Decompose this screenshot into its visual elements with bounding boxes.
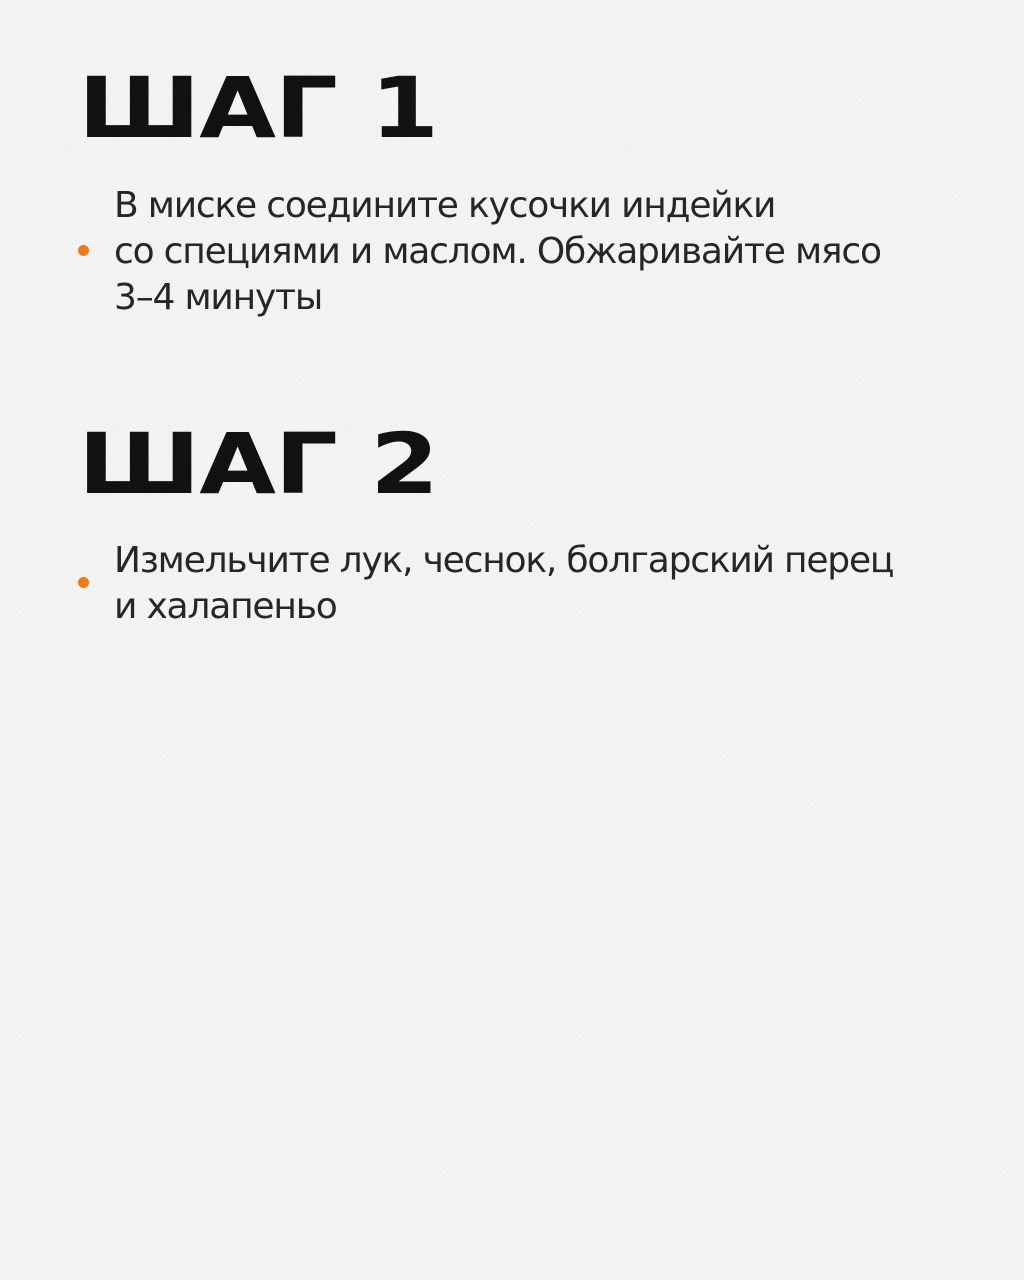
bullet-dot-icon bbox=[78, 577, 89, 588]
step-2-title: ШАГ 2 bbox=[78, 415, 438, 513]
step-2-line-2: и халапеньо bbox=[114, 586, 337, 627]
step-1-description bbox=[114, 183, 881, 321]
step-2-description bbox=[114, 538, 893, 630]
step-1-title: ШАГ 1 bbox=[78, 59, 438, 157]
bullet-dot-icon bbox=[78, 245, 89, 256]
step-1-line-3: 3–4 минуты bbox=[114, 277, 323, 318]
step-1-line-2: со специями и маслом. Обжаривайте мясо bbox=[114, 231, 881, 272]
step-2-line-1: Измельчите лук, чеснок, болгарский перец bbox=[114, 540, 894, 581]
step-1-line-1: В миске соедините кусочки индейки bbox=[114, 185, 776, 226]
